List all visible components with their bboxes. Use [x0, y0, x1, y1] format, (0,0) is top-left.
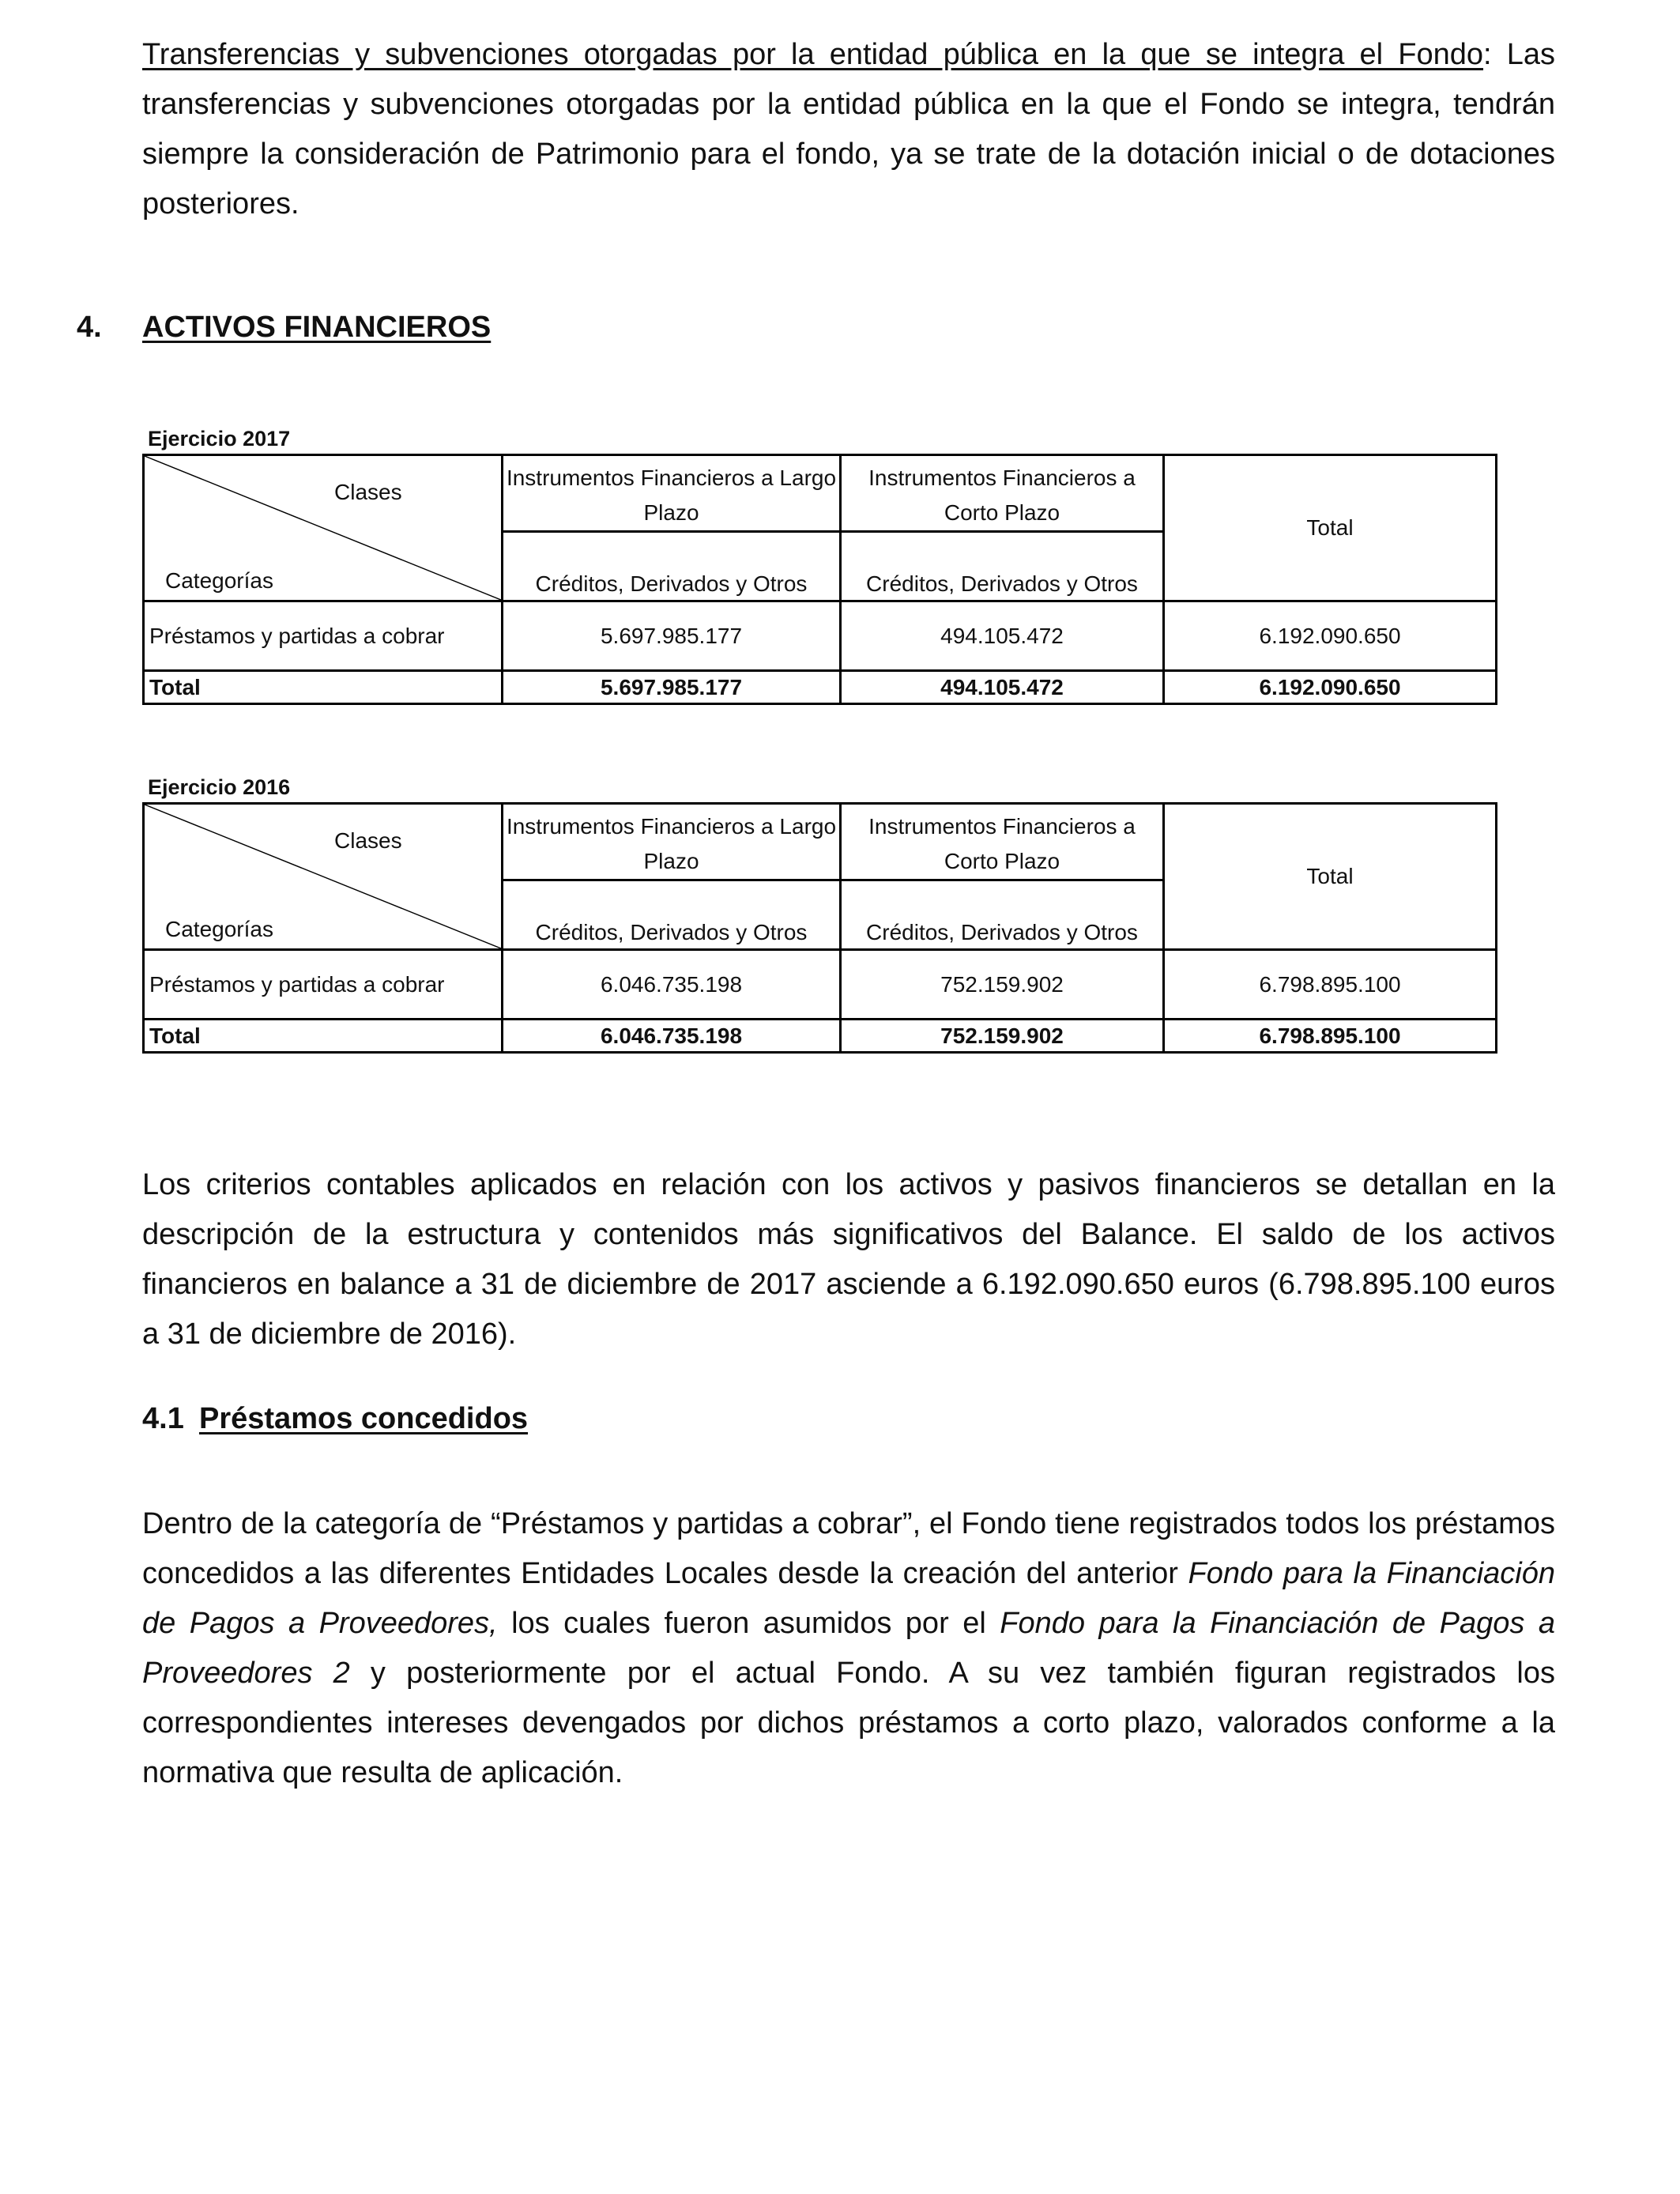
total-total: 6.192.090.650 — [1164, 671, 1497, 704]
total-corto: 494.105.472 — [841, 671, 1164, 704]
col-corto-subheader: Créditos, Derivados y Otros — [841, 880, 1164, 950]
col-corto-header: Instrumentos Financieros a Corto Plazo — [841, 455, 1164, 532]
total-largo: 6.046.735.198 — [503, 1020, 841, 1053]
total-corto: 752.159.902 — [841, 1020, 1164, 1053]
categorias-label: Categorías — [165, 568, 273, 593]
col-total-header: Total — [1164, 804, 1497, 950]
section-4-number: 4. — [77, 311, 102, 344]
table-2016-label: Ejercicio 2016 — [148, 775, 291, 799]
intro-text: : Las transferencias y subvenciones otorgadas por la entidad pública en la que el Fondo se integra, tendrán siempre la consideración de Patrimonio para el fondo, ya se trate de la dotación inicial o de dotaciones posteriores. — [142, 38, 1555, 221]
cell-total: 6.798.895.100 — [1164, 950, 1497, 1020]
intro-paragraph — [142, 30, 1555, 229]
prestamos-text-2: los cuales fueron asumidos por el — [497, 1607, 1000, 1640]
table-total-row — [144, 1020, 1497, 1053]
total-label: Total — [144, 1020, 503, 1053]
table-2017 — [142, 454, 1497, 705]
col-corto-header: Instrumentos Financieros a Corto Plazo — [841, 804, 1164, 880]
prestamos-text-1: Dentro de la categoría de “Préstamos y partidas a cobrar”, el Fondo tiene registrados todos los préstamos concedidos a las diferentes Entidades Locales desde la creación del anterior — [142, 1507, 1555, 1590]
prestamos-italic-1: Fondo para la Financiación de Pagos a Proveedores, — [142, 1557, 1555, 1640]
table-2017-label: Ejercicio 2017 — [148, 427, 291, 450]
clases-label: Clases — [334, 480, 402, 504]
table-row — [144, 950, 1497, 1020]
prestamos-text-3: y posteriormente por el actual Fondo. A su vez también figuran registrados los correspondientes intereses devengados por dichos préstamos a corto plazo, valorados conforme a la normativa que resulta de aplicación. — [142, 1657, 1555, 1789]
intro-underlined-text: Transferencias y subvenciones otorgadas por la entidad pública en la que se integra el Fondo — [142, 38, 1484, 71]
table-row — [144, 601, 1497, 671]
criterios-paragraph: Los criterios contables aplicados en relación con los activos y pasivos financieros se detallan en la descripción de la estructura y contenidos más significativos del Balance. El saldo de los activos financieros en balance a 31 de diciembre de 2017 asciende a 6.192.090.650 euros (6.798.895.100 euros a 31 de diciembre de 2016). — [142, 1168, 1555, 1351]
section-41-title: Préstamos concedidos — [199, 1402, 529, 1435]
total-largo: 5.697.985.177 — [503, 671, 841, 704]
section-4-heading — [77, 311, 492, 345]
total-total: 6.798.895.100 — [1164, 1020, 1497, 1053]
col-largo-header: Instrumentos Financieros a Largo Plazo — [503, 455, 841, 532]
section-41-number: 4.1 — [142, 1402, 184, 1435]
prestamos-paragraph — [142, 1499, 1555, 1798]
table-total-row — [144, 671, 1497, 704]
section-41-heading — [142, 1402, 529, 1436]
row-label: Préstamos y partidas a cobrar — [144, 601, 503, 671]
col-corto-subheader: Créditos, Derivados y Otros — [841, 532, 1164, 601]
cell-total: 6.192.090.650 — [1164, 601, 1497, 671]
row-label: Préstamos y partidas a cobrar — [144, 950, 503, 1020]
table-header-diagonal-cell — [144, 455, 503, 601]
col-total-header: Total — [1164, 455, 1497, 601]
total-label: Total — [144, 671, 503, 704]
col-largo-subheader: Créditos, Derivados y Otros — [503, 532, 841, 601]
cell-corto: 494.105.472 — [841, 601, 1164, 671]
table-header-diagonal-cell — [144, 804, 503, 950]
prestamos-italic-2: Fondo para la Financiación de Pagos a Proveedores 2 — [142, 1607, 1556, 1690]
col-largo-header: Instrumentos Financieros a Largo Plazo — [503, 804, 841, 880]
col-largo-subheader: Créditos, Derivados y Otros — [503, 880, 841, 950]
cell-corto: 752.159.902 — [841, 950, 1164, 1020]
cell-largo: 5.697.985.177 — [503, 601, 841, 671]
cell-largo: 6.046.735.198 — [503, 950, 841, 1020]
clases-label: Clases — [334, 828, 402, 853]
section-4-title: ACTIVOS FINANCIEROS — [142, 311, 492, 344]
table-2016 — [142, 802, 1497, 1054]
categorias-label: Categorías — [165, 917, 273, 941]
